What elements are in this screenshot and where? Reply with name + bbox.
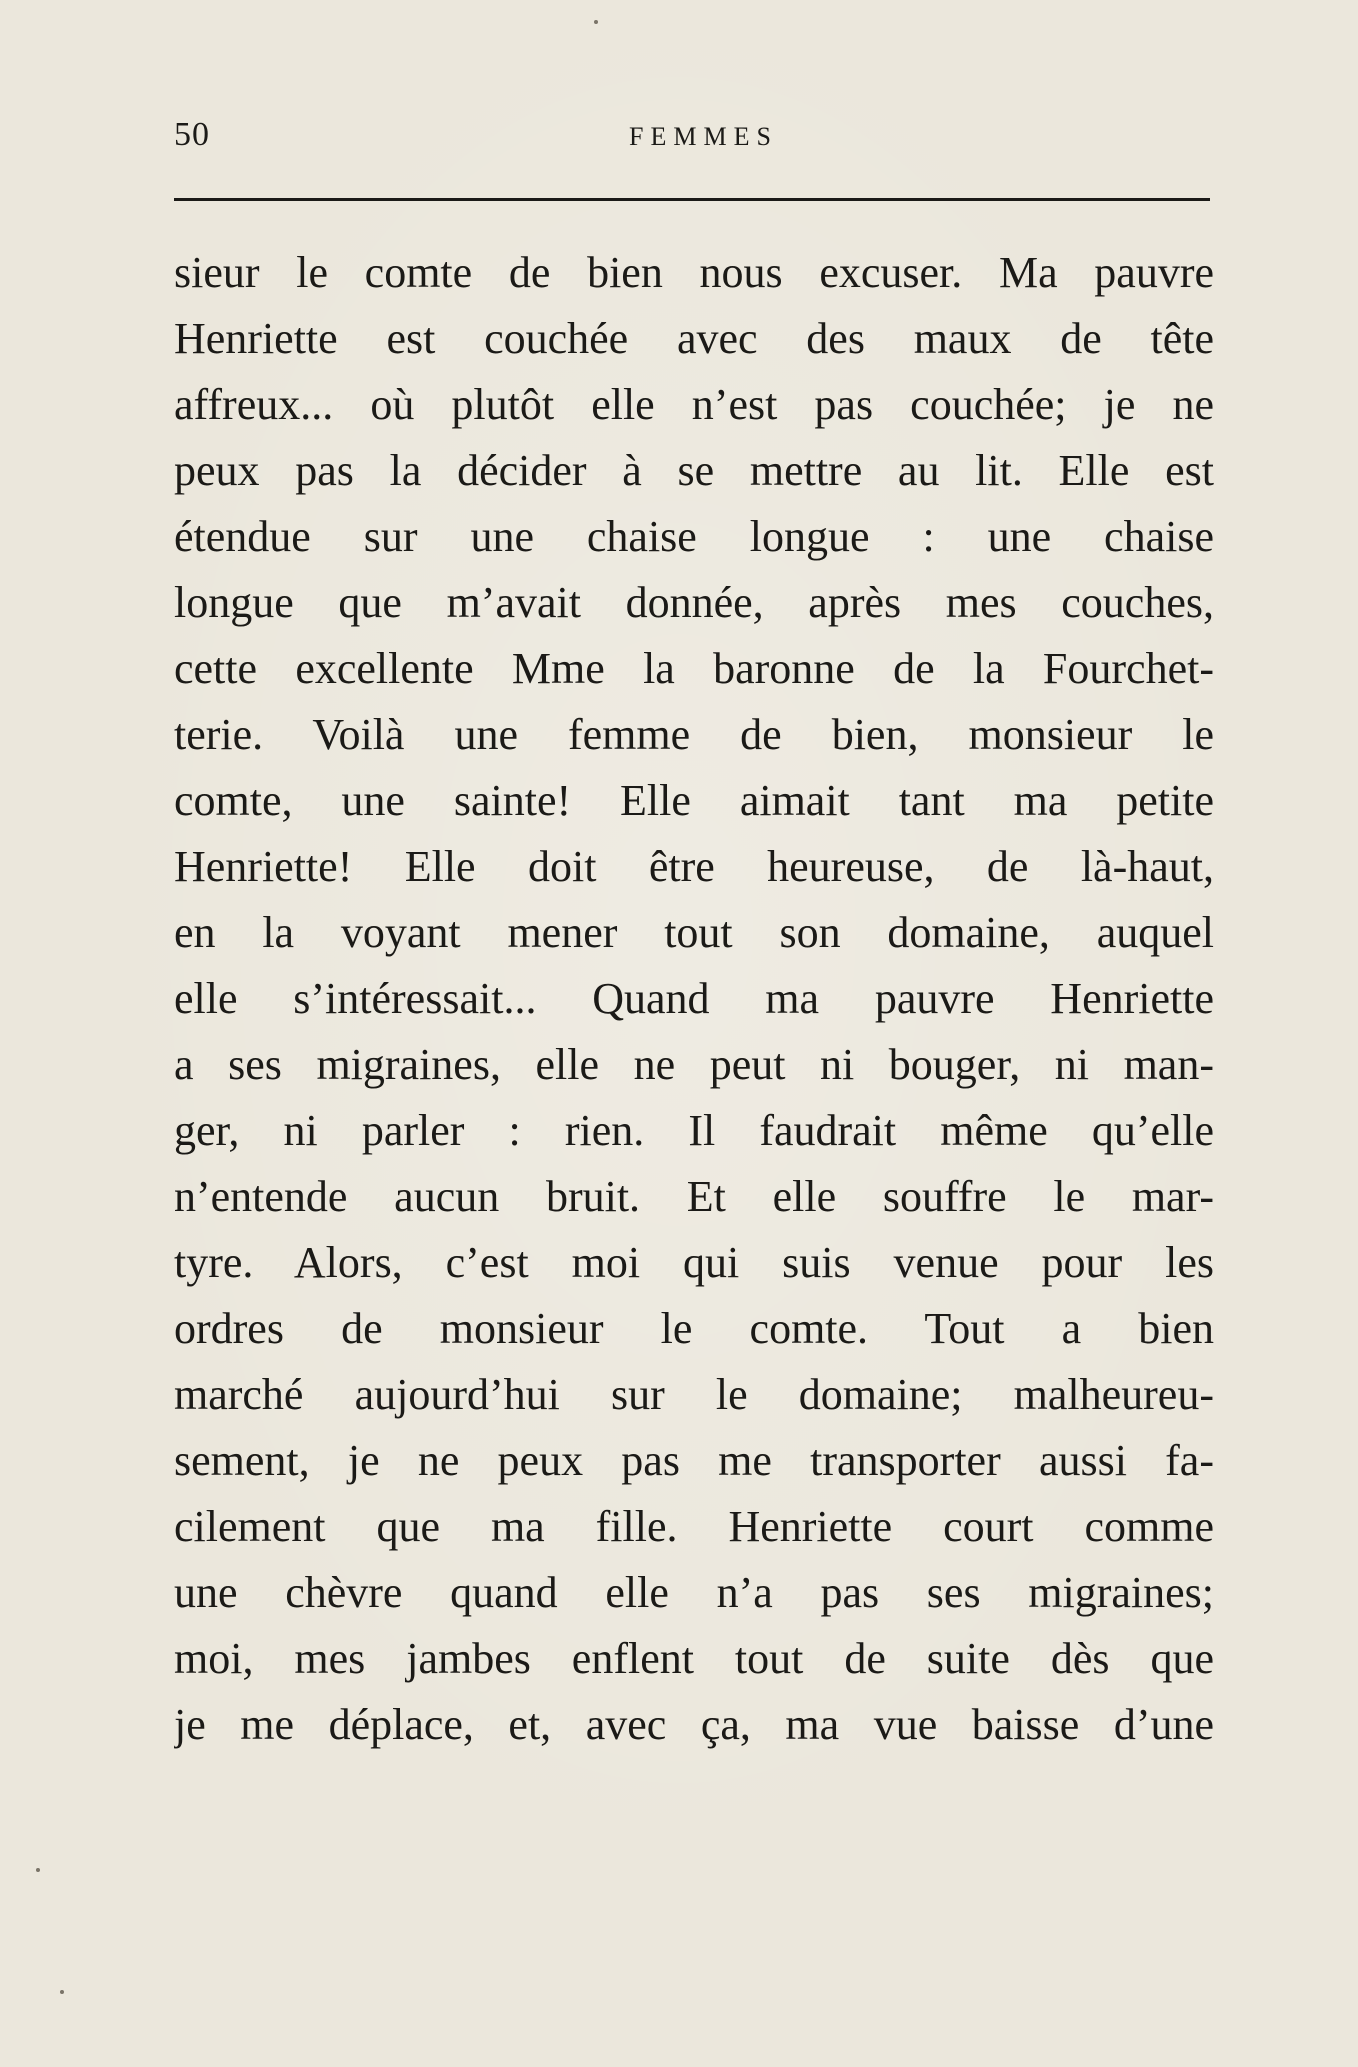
text-line: sieur le comte de bien nous excuser. Ma pauvre	[174, 248, 1214, 297]
text-line: une chèvre quand elle n’a pas ses migraines;	[174, 1568, 1214, 1617]
text-line: cette excellente Mme la baronne de la Fourchet-	[174, 644, 1214, 693]
page-number: 50	[174, 116, 210, 153]
text-line: ordres de monsieur le comte. Tout a bien	[174, 1304, 1214, 1353]
text-line: sement, je ne peux pas me transporter aussi fa-	[174, 1436, 1214, 1485]
text-line: marché aujourd’hui sur le domaine; malheureu-	[174, 1370, 1214, 1419]
text-line: affreux... où plutôt elle n’est pas couchée; je ne	[174, 380, 1214, 429]
running-head	[174, 108, 1210, 168]
text-line: tyre. Alors, c’est moi qui suis venue pour les	[174, 1238, 1214, 1287]
paper-speck	[60, 1990, 64, 1994]
text-line: je me déplace, et, avec ça, ma vue baisse d’une	[174, 1700, 1214, 1749]
paper-speck	[36, 1868, 40, 1872]
text-line: a ses migraines, elle ne peut ni bouger, ni man-	[174, 1040, 1214, 1089]
paper-speck	[594, 20, 598, 24]
header-rule	[174, 198, 1210, 201]
body-text	[174, 240, 1214, 1758]
text-line: cilement que ma fille. Henriette court comme	[174, 1502, 1214, 1551]
text-line: étendue sur une chaise longue : une chaise	[174, 512, 1214, 561]
text-line: Henriette est couchée avec des maux de tête	[174, 314, 1214, 363]
text-line: elle s’intéressait... Quand ma pauvre Henriette	[174, 974, 1214, 1023]
text-line: en la voyant mener tout son domaine, auquel	[174, 908, 1214, 957]
text-line: moi, mes jambes enflent tout de suite dès que	[174, 1634, 1214, 1683]
text-line: longue que m’avait donnée, après mes couches,	[174, 578, 1214, 627]
text-line: comte, une sainte! Elle aimait tant ma petite	[174, 776, 1214, 825]
running-title: FEMMES	[629, 122, 778, 151]
text-line: Henriette! Elle doit être heureuse, de là-haut,	[174, 842, 1214, 891]
text-line: n’entende aucun bruit. Et elle souffre le mar-	[174, 1172, 1214, 1221]
text-line: peux pas la décider à se mettre au lit. Elle est	[174, 446, 1214, 495]
text-line: terie. Voilà une femme de bien, monsieur le	[174, 710, 1214, 759]
text-line: ger, ni parler : rien. Il faudrait même qu’elle	[174, 1106, 1214, 1155]
